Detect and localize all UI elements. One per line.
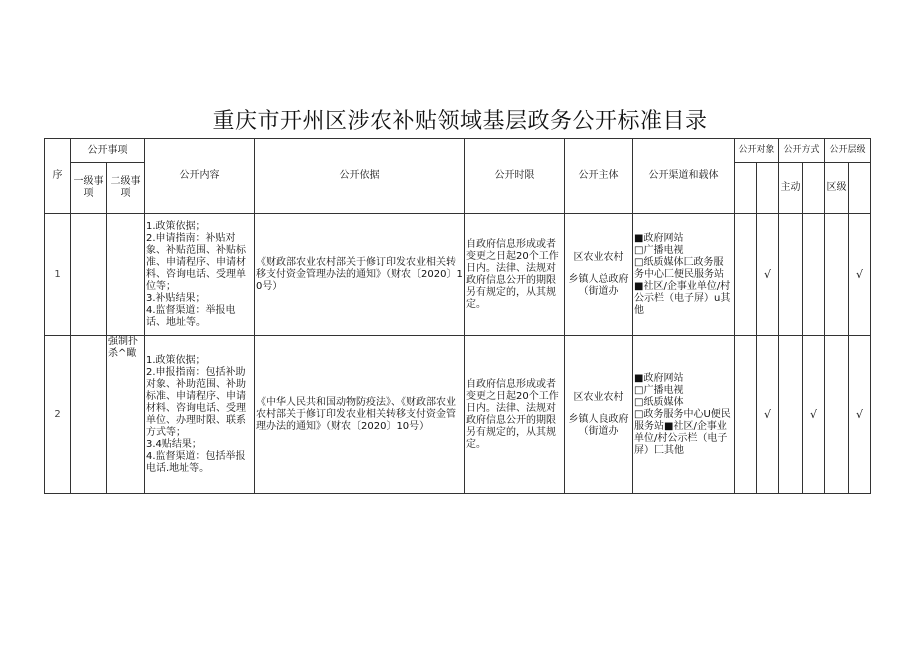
header-content: 公开内容 <box>145 139 255 214</box>
row-mode-a <box>779 336 803 494</box>
header-level-group: 公开层级 <box>825 139 871 163</box>
row-seq: 1 <box>45 214 71 336</box>
header-level-b <box>849 163 871 214</box>
page-title: 重庆市开州区涉农补贴领域基层政务公开标准目录 <box>212 109 708 134</box>
row-basis: 《中华人民共和国动物防疫法》、《财政部农业农村部关于修订印发农业相关转移支付资金管理办法的通知》（财农〔2020〕10号） <box>255 336 465 494</box>
header-level-district: 区级 <box>825 163 849 214</box>
header-row-1 <box>45 139 871 163</box>
row-level2 <box>107 214 145 336</box>
header-period: 公开时限 <box>465 139 565 214</box>
row-subject: 区农业农村 乡镇人总政府（街道办 <box>565 214 633 336</box>
header-mode-group: 公开方式 <box>779 139 825 163</box>
header-mode-active: 主动 <box>779 163 803 214</box>
row-level2: 强制扑杀^瞰 <box>107 336 145 494</box>
row-basis: 《财政部农业农村部关于修订印发农业相关转移支付资金管理办法的通知》（财农〔2020〕10号） <box>255 214 465 336</box>
row-level-mark: √ <box>849 214 871 336</box>
header-target-group: 公开对象 <box>735 139 779 163</box>
header-level2: 二级事项 <box>107 163 145 214</box>
row-target-mark: √ <box>757 336 779 494</box>
row-level-mark: √ <box>849 336 871 494</box>
row-level-a <box>825 214 849 336</box>
row-level1 <box>71 336 107 494</box>
header-target-b <box>757 163 779 214</box>
header-mode-b <box>803 163 825 214</box>
row-content: 1.政策依据； 2.申请指南：补贴对象、补贴范围、补贴标准、申请程序、申请材料、咨询电话、受理单位等； 3.补贴结果； 4.监督渠道：举报电话、地址等。 <box>145 214 255 336</box>
header-seq: 序 <box>45 139 71 214</box>
row-period: 自政府信息形成或者变更之日起20个工作日内。法律、法规对政府信息公开的期限另有规定的，从其规定。 <box>465 214 565 336</box>
header-items-group: 公开事项 <box>71 139 145 163</box>
row-mode-a <box>779 214 803 336</box>
row-channel: ■政府网站 □广播电视 □纸质媒体匚政务服务中心匚便民服务站 ■社区/企事业单位/村公示栏（电子屏）u其他 <box>633 214 735 336</box>
row-target-a <box>735 336 757 494</box>
header-target-a <box>735 163 757 214</box>
row-level-a <box>825 336 849 494</box>
row-period: 自政府信息形成或者变更之日起20个工作日内。法律、法规对政府信息公开的期限另有规定的，从其规定。 <box>465 336 565 494</box>
header-basis: 公开依据 <box>255 139 465 214</box>
row-content: 1.政策依据； 2.申报指南：包括补助对象、补助范围、补助标准、申请程序、申请材料、咨询电话、受理单位、办理时限、联系方式等； 3.4贴结果； 4.监督渠道：包括举报电话.地址等。 <box>145 336 255 494</box>
table-row <box>45 214 871 336</box>
catalog-table <box>44 138 871 494</box>
row-channel: ■政府网站 □广播电视 □纸质媒体 □政务服务中心U便民服务站■社区/企事业单位/村公示栏（电子屏）匚其他 <box>633 336 735 494</box>
row-seq: 2 <box>45 336 71 494</box>
header-channel: 公开渠道和载体 <box>633 139 735 214</box>
row-level1 <box>71 214 107 336</box>
row-mode-mark: √ <box>803 336 825 494</box>
header-subject: 公开主体 <box>565 139 633 214</box>
row-target-a <box>735 214 757 336</box>
row-subject: 区农业农村 乡镇人良政府（街道办 <box>565 336 633 494</box>
row-mode-b <box>803 214 825 336</box>
row-target-mark: √ <box>757 214 779 336</box>
table-row <box>45 336 871 494</box>
header-level1: 一级事项 <box>71 163 107 214</box>
